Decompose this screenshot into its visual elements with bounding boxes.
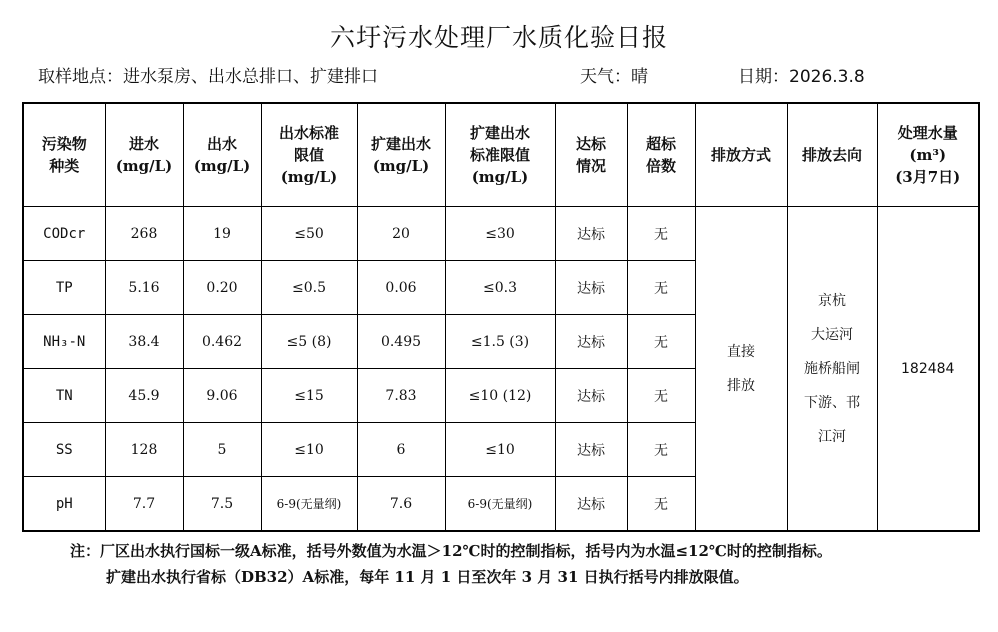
col-discharge-method: 排放方式 [695, 103, 787, 207]
ext-effluent-value: 7.6 [357, 477, 445, 532]
discharge-method: 直接 排放 [695, 207, 787, 532]
pollutant-name: TN [23, 369, 105, 423]
effluent-limit: ≤5 (8) [261, 315, 357, 369]
sampling-location: 取样地点：进水泵房、出水总排口、扩建排口 [38, 67, 378, 87]
ext-limit: ≤1.5 (3) [445, 315, 555, 369]
effluent-value: 9.06 [183, 369, 261, 423]
status: 达标 [555, 423, 627, 477]
col-treated-volume: 处理水量 (m³) (3月7日) [877, 103, 979, 207]
status: 达标 [555, 369, 627, 423]
weather: 天气：晴 [580, 67, 648, 87]
status: 达标 [555, 207, 627, 261]
influent-value: 5.16 [105, 261, 183, 315]
effluent-limit: ≤10 [261, 423, 357, 477]
ext-limit: ≤10 (12) [445, 369, 555, 423]
col-pollutant: 污染物 种类 [23, 103, 105, 207]
ext-effluent-value: 20 [357, 207, 445, 261]
col-ext-effluent: 扩建出水 (mg/L) [357, 103, 445, 207]
ext-effluent-value: 0.495 [357, 315, 445, 369]
effluent-limit: 6-9(无量纲) [261, 477, 357, 532]
note-line-1: 注：厂区出水执行国标一级A标准，括号外数值为水温＞12℃时的控制指标，括号内为水温≤12℃时的控制指标。 [70, 542, 832, 560]
status: 达标 [555, 315, 627, 369]
pollutant-name: NH₃-N [23, 315, 105, 369]
effluent-limit: ≤50 [261, 207, 357, 261]
report-title: 六圩污水处理厂水质化验日报 [329, 23, 668, 52]
col-effluent-limit: 出水标准 限值 (mg/L) [261, 103, 357, 207]
water-quality-table [22, 102, 980, 532]
status: 达标 [555, 477, 627, 532]
pollutant-name: SS [23, 423, 105, 477]
influent-value: 38.4 [105, 315, 183, 369]
exceed: 无 [627, 369, 695, 423]
ext-limit: ≤30 [445, 207, 555, 261]
effluent-value: 0.462 [183, 315, 261, 369]
table-row [23, 207, 979, 261]
influent-value: 7.7 [105, 477, 183, 532]
influent-value: 45.9 [105, 369, 183, 423]
col-effluent: 出水 (mg/L) [183, 103, 261, 207]
ext-effluent-value: 7.83 [357, 369, 445, 423]
ext-effluent-value: 0.06 [357, 261, 445, 315]
pollutant-name: TP [23, 261, 105, 315]
effluent-value: 5 [183, 423, 261, 477]
pollutant-name: CODcr [23, 207, 105, 261]
exceed: 无 [627, 261, 695, 315]
ext-limit: 6-9(无量纲) [445, 477, 555, 532]
exceed: 无 [627, 477, 695, 532]
discharge-destination: 京杭 大运河 施桥船闸 下游、邗 江河 [787, 207, 877, 532]
pollutant-name: pH [23, 477, 105, 532]
note-line-2: 扩建出水执行省标（DB32）A标准，每年 11 月 1 日至次年 3 月 31 日执行括号内排放限值。 [106, 568, 749, 586]
exceed: 无 [627, 423, 695, 477]
col-influent: 进水 (mg/L) [105, 103, 183, 207]
effluent-value: 0.20 [183, 261, 261, 315]
col-ext-limit: 扩建出水 标准限值 (mg/L) [445, 103, 555, 207]
col-status: 达标 情况 [555, 103, 627, 207]
exceed: 无 [627, 207, 695, 261]
col-discharge-destination: 排放去向 [787, 103, 877, 207]
effluent-value: 19 [183, 207, 261, 261]
status: 达标 [555, 261, 627, 315]
ext-effluent-value: 6 [357, 423, 445, 477]
report-date: 日期：2026.3.8 [738, 67, 865, 87]
effluent-limit: ≤0.5 [261, 261, 357, 315]
influent-value: 128 [105, 423, 183, 477]
exceed: 无 [627, 315, 695, 369]
header-row [23, 103, 979, 207]
effluent-value: 7.5 [183, 477, 261, 532]
ext-limit: ≤0.3 [445, 261, 555, 315]
col-exceed: 超标 倍数 [627, 103, 695, 207]
influent-value: 268 [105, 207, 183, 261]
ext-limit: ≤10 [445, 423, 555, 477]
effluent-limit: ≤15 [261, 369, 357, 423]
treated-volume: 182484 [877, 207, 979, 532]
